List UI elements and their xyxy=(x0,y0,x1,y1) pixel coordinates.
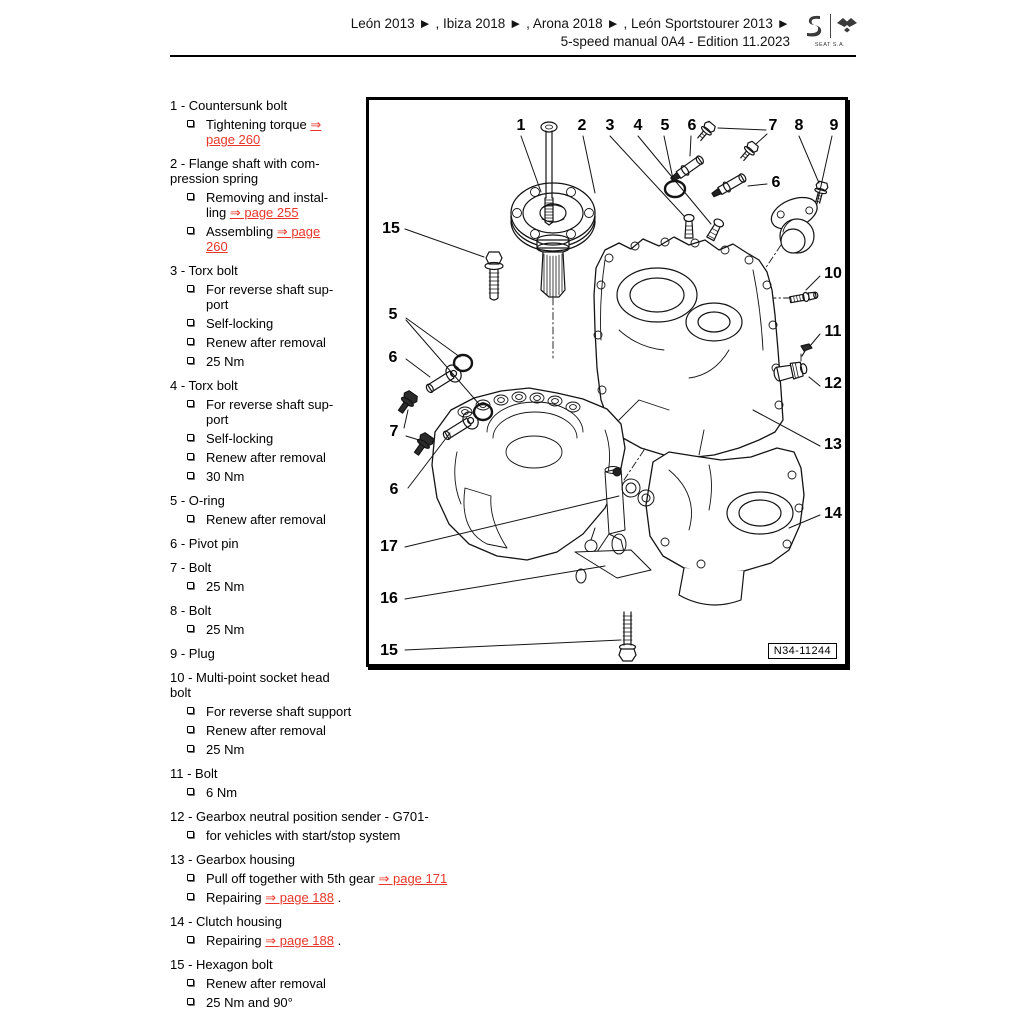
part-name: 10 - Multi-point socket head bolt xyxy=(170,670,330,700)
part-item xyxy=(170,914,500,948)
part-name: 6 - Pivot pin xyxy=(170,536,239,551)
page-header xyxy=(330,15,790,51)
part-name: 13 - Gearbox housing xyxy=(170,852,296,867)
diagram-callout-4: 4 xyxy=(633,117,643,134)
note-bullet-icon xyxy=(187,472,194,479)
note-text: Self-locking xyxy=(206,316,274,331)
note-bullet-icon xyxy=(187,582,194,589)
note-bullet-icon xyxy=(187,788,194,795)
note-text: For reverse shaft support xyxy=(206,704,352,719)
part-note xyxy=(170,933,500,948)
diagram-callout-17: 17 xyxy=(380,538,398,555)
part-item xyxy=(170,809,500,843)
page-link[interactable]: ⇒ page 255 xyxy=(229,205,299,220)
note-bullet-icon xyxy=(187,227,194,234)
note-bullet-icon xyxy=(187,193,194,200)
note-text: Renew after removal xyxy=(206,976,326,991)
part-item xyxy=(170,766,500,800)
part-name: 12 - Gearbox neutral position sender - G701- xyxy=(170,809,429,824)
part-name: 14 - Clutch housing xyxy=(170,914,283,929)
brand-logos xyxy=(800,12,860,48)
note-text: Removing and installing ⇒ page 255 xyxy=(206,190,329,220)
note-text: for vehicles with start/stop system xyxy=(206,828,401,843)
note-text: Self-locking xyxy=(206,431,274,446)
part-item xyxy=(170,670,500,757)
part-name: 1 - Countersunk bolt xyxy=(170,98,288,113)
note-text: For reverse shaft support xyxy=(206,282,334,312)
part-note xyxy=(170,742,500,757)
note-bullet-icon xyxy=(187,936,194,943)
diagram-callout-7: 7 xyxy=(389,423,399,440)
part-note xyxy=(170,890,500,905)
note-bullet-icon xyxy=(187,979,194,986)
note-bullet-icon xyxy=(187,625,194,632)
note-bullet-icon xyxy=(187,745,194,752)
note-bullet-icon xyxy=(187,998,194,1005)
note-bullet-icon xyxy=(187,453,194,460)
note-bullet-icon xyxy=(187,285,194,292)
part-note xyxy=(170,704,500,719)
note-text: 25 Nm xyxy=(206,622,245,637)
note-text: 25 Nm xyxy=(206,742,245,757)
diagram-callout-13: 13 xyxy=(824,436,842,453)
part-item xyxy=(170,852,500,905)
part-note xyxy=(170,723,500,738)
note-text: Repairing ⇒ page 188 . xyxy=(206,890,342,905)
page-link[interactable]: ⇒ page 188 xyxy=(265,890,334,905)
cupra-logo-icon xyxy=(836,16,858,36)
note-text: Assembling ⇒ page 260 xyxy=(206,224,321,254)
diagram-callout-16: 16 xyxy=(380,590,398,607)
diagram-callout-6: 6 xyxy=(771,174,781,191)
diagram-callout-14: 14 xyxy=(824,505,842,522)
diagram-callout-5: 5 xyxy=(388,306,398,323)
part-name: 8 - Bolt xyxy=(170,603,212,618)
logo-divider xyxy=(830,14,831,38)
diagram-callout-6: 6 xyxy=(388,349,398,366)
note-bullet-icon xyxy=(187,726,194,733)
note-bullet-icon xyxy=(187,515,194,522)
note-text: For reverse shaft support xyxy=(206,397,334,427)
note-bullet-icon xyxy=(187,707,194,714)
part-name: 9 - Plug xyxy=(170,646,215,661)
diagram-callout-12: 12 xyxy=(824,375,842,392)
note-text: 25 Nm xyxy=(206,354,245,369)
callout-layer xyxy=(369,100,845,664)
header-manual-line: 5-speed manual 0A4 - Edition 11.2023 xyxy=(560,34,790,49)
note-text: Renew after removal xyxy=(206,723,326,738)
part-note xyxy=(170,828,500,843)
diagram-callout-5: 5 xyxy=(660,117,670,134)
page-link[interactable]: ⇒ page 171 xyxy=(378,871,448,886)
note-bullet-icon xyxy=(187,338,194,345)
diagram-callout-8: 8 xyxy=(794,117,804,134)
note-bullet-icon xyxy=(187,357,194,364)
note-bullet-icon xyxy=(187,874,194,881)
diagram-callout-1: 1 xyxy=(516,117,526,134)
diagram-callout-9: 9 xyxy=(829,117,839,134)
diagram-callout-6: 6 xyxy=(389,481,399,498)
diagram-callout-3: 3 xyxy=(605,117,615,134)
note-bullet-icon xyxy=(187,434,194,441)
header-models-line: León 2013 ► , Ibiza 2018 ► , Arona 2018 ► , León Sportstourer 2013 ► xyxy=(350,16,790,31)
part-name: 2 - Flange shaft with compression spring xyxy=(170,156,320,186)
part-name: 3 - Torx bolt xyxy=(170,263,238,278)
diagram-callout-6: 6 xyxy=(687,117,697,134)
diagram-callout-15: 15 xyxy=(382,220,400,237)
brand-caption: SEAT S.A. xyxy=(814,42,846,48)
note-text: Renew after removal xyxy=(206,512,326,527)
part-note xyxy=(170,995,500,1010)
diagram-callout-11: 11 xyxy=(824,323,842,340)
part-note xyxy=(170,976,500,991)
note-text: Repairing ⇒ page 188 . xyxy=(206,933,342,948)
part-name: 4 - Torx bolt xyxy=(170,378,238,393)
part-note xyxy=(170,871,500,886)
note-text: 6 Nm xyxy=(206,785,238,800)
figure-id-label: N34-11244 xyxy=(768,643,837,659)
page-link[interactable]: ⇒ page 260 xyxy=(206,224,321,254)
note-bullet-icon xyxy=(187,400,194,407)
note-text: Pull off together with 5th gear ⇒ page 171 xyxy=(206,871,448,886)
part-name: 11 - Bolt xyxy=(170,766,218,781)
part-name: 15 - Hexagon bolt xyxy=(170,957,273,972)
note-bullet-icon xyxy=(187,893,194,900)
note-text: 30 Nm xyxy=(206,469,245,484)
part-name: 5 - O-ring xyxy=(170,493,225,508)
diagram-callout-7: 7 xyxy=(768,117,778,134)
header-rule xyxy=(170,55,856,57)
note-bullet-icon xyxy=(187,831,194,838)
note-bullet-icon xyxy=(187,319,194,326)
note-text: Renew after removal xyxy=(206,335,326,350)
note-text: 25 Nm xyxy=(206,579,245,594)
part-note xyxy=(170,785,500,800)
note-bullet-icon xyxy=(187,120,194,127)
exploded-view-diagram xyxy=(366,97,848,667)
seat-logo-icon xyxy=(803,13,825,39)
note-text: Tightening torque ⇒ page 260 xyxy=(206,117,322,147)
part-name: 7 - Bolt xyxy=(170,560,212,575)
page-link[interactable]: ⇒ page 260 xyxy=(206,117,322,147)
diagram-callout-15: 15 xyxy=(380,642,398,659)
diagram-callout-10: 10 xyxy=(824,265,842,282)
diagram-callout-2: 2 xyxy=(577,117,587,134)
page-link[interactable]: ⇒ page 188 xyxy=(265,933,334,948)
note-text: 25 Nm and 90° xyxy=(206,995,293,1010)
part-item xyxy=(170,957,500,1010)
note-text: Renew after removal xyxy=(206,450,326,465)
